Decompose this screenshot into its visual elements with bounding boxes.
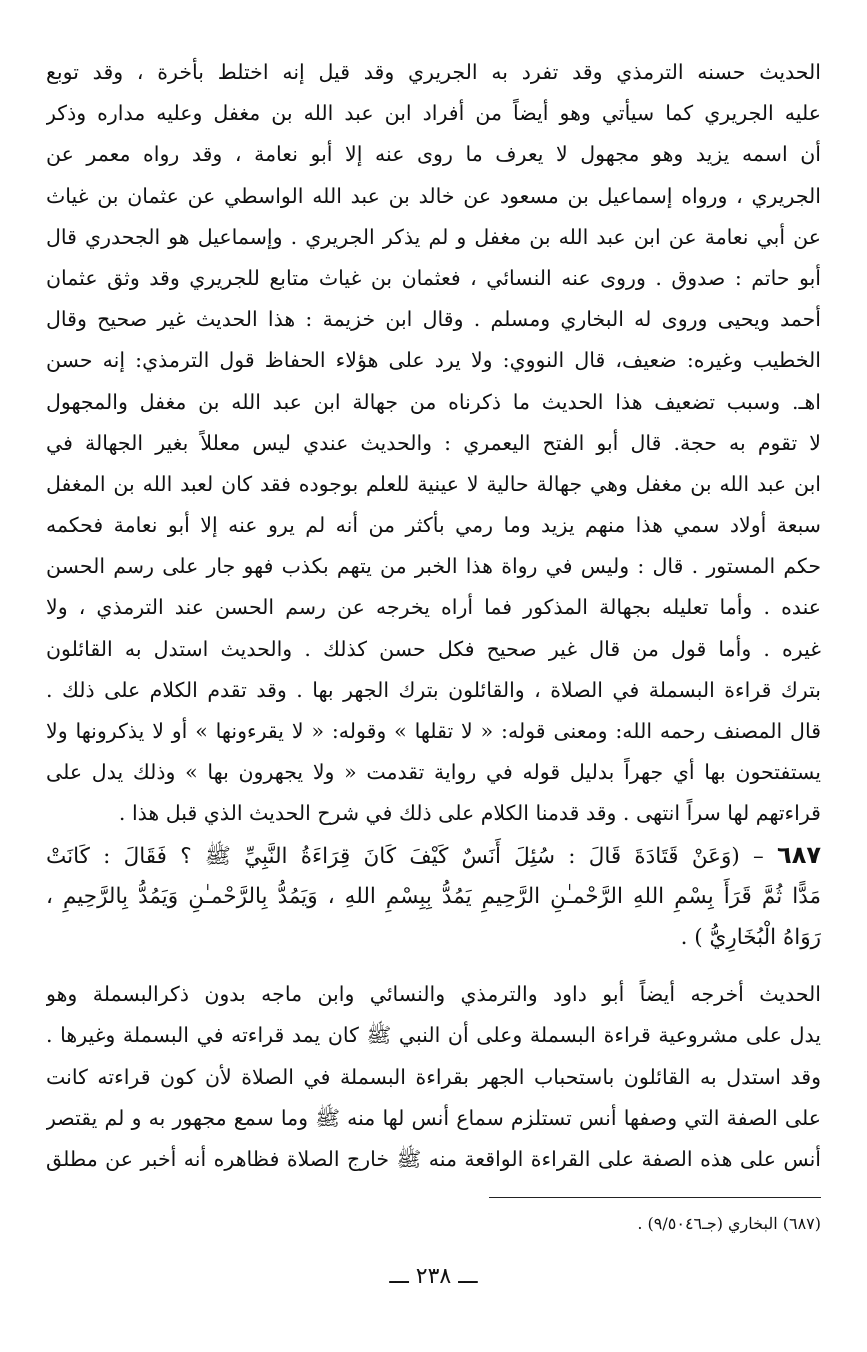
- text-line: ابن عبد الله بن مغفل وهي جهالة حالية لا عينية للعلم بوجوده فقد كان لعبد الله بن المغفل: [46, 471, 821, 496]
- hadith-line-3: رَوَاهُ الْبُخَارِيُّ ) .: [680, 924, 821, 950]
- text-line: أن اسمه يزيد وهو مجهول لا يعرف ما روى عنه إلا أبو نعامة ، وقد رواه معمر عن: [46, 142, 821, 167]
- hadith-line: [46, 835, 821, 876]
- text-line: أبو حاتم : صدوق . وروى عنه النسائي ، فعثمان بن غياث متابع للجريري وقد وثق عثمان: [46, 265, 821, 290]
- hadith-line-1: – (وَعَنْ قَتَادَةَ قَالَ : سُئِلَ أَنَسٌ كَيْفَ كَانَ قِرَاءَةُ النَّبِيِّ ﷺ ؟ فَقَالَ : كَانَتْ: [46, 843, 778, 869]
- text-line: اهـ. وسبب تضعيف هذا الحديث ما ذكرناه من جهالة ابن عبد الله بن مغفل والمجهول: [46, 389, 821, 414]
- page-number: ـــ ٢٣٨ ـــ: [389, 1264, 478, 1289]
- footnote-divider: [489, 1197, 821, 1198]
- text-line: أنس على هذه الصفة على القراءة الواقعة منه ﷺ خارج الصلاة فظاهره أنه أخبر عن مطلق: [46, 1146, 821, 1171]
- text-line: الخطيب وغيره: ضعيف، قال النووي: ولا يرد على هؤلاء الحفاظ قول الترمذي: إنه حسن: [46, 348, 821, 373]
- commentary-paragraph-1: [46, 52, 821, 835]
- text-line: عن أبي نعامة عن ابن عبد الله بن مغفل و لم يذكر الجريري . وإسماعيل هو الجحدري قال: [46, 224, 821, 249]
- text-line: لا تقوم به حجة. قال أبو الفتح اليعمري : والحديث عندي ليس معللاً بغير الجهالة في: [46, 430, 821, 455]
- hadith-number: ٦٨٧: [777, 840, 821, 869]
- text-line: عنده . وأما تعليله بجهالة المذكور فما أراه يخرجه عن رسم الحسن عند الترمذي ، ولا: [46, 595, 821, 620]
- text-line: قال المصنف رحمه الله: ومعنى قوله: « لا تقلها » وقوله: « لا يقرءونها » أو لا يذكرونها ولا: [46, 719, 821, 743]
- text-line: بترك قراءة البسملة في الصلاة ، والقائلون بترك الجهر بها . وقد تقدم الكلام على ذلك .: [46, 677, 821, 702]
- commentary-paragraph-2: [46, 974, 821, 1180]
- text-line: وقد استدل به القائلون باستحباب الجهر بقراءة البسملة في الصلاة لأن كون قراءته كانت: [46, 1064, 821, 1089]
- text-line: عليه الجريري كما سيأتي وهو أيضاً من أفراد ابن عبد الله بن مغفل وعليه مداره وذكر: [46, 101, 821, 126]
- text-line: الجريري ، ورواه إسماعيل بن مسعود عن خالد بن عبد الله الواسطي عن عثمان بن غياث: [46, 183, 821, 208]
- text-line: يدل على مشروعية قراءة البسملة وعلى أن النبي ﷺ كان يمد قراءته في البسملة وغيرها .: [46, 1023, 821, 1048]
- hadith-line-2: مَدًّا ثُمَّ قَرَأَ بِسْمِ اللهِ الرَّحْمـٰنِ الرَّحِيمِ يَمُدُّ بِبِسْمِ اللهِ ، وَيَمُدُّ بِالرَّحْمـٰنِ وَيَمُدُّ بِالرَّحِيمِ ،: [46, 883, 821, 909]
- text-line: قراءتهم لها سراً انتهى . وقد قدمنا الكلام على ذلك في شرح الحديث الذي قبل هذا .: [118, 801, 821, 826]
- text-line: حكم المستور . قال : وليس في رواة هذا الخبر من يتهم بكذب فهو جار على رسم الحسن: [46, 554, 821, 579]
- text-line: الحديث أخرجه أيضاً أبو داود والترمذي والنسائي وابن ماجه بدون ذكرالبسملة وهو: [46, 982, 821, 1007]
- paragraph-gap: [46, 958, 821, 974]
- text-line: أحمد ويحيى وروى له البخاري ومسلم . وقال ابن خزيمة : هذا الحديث غير صحيح وقال: [46, 307, 821, 332]
- text-line: يستفتحون بها أي جهراً بدليل قوله في رواية تقدمت « ولا يجهرون بها » وذلك يدل على: [46, 760, 821, 785]
- text-line: على الصفة التي وصفها أنس تستلزم سماع أنس لها منه ﷺ وما سمع مجهور به و لم يقتصر: [46, 1105, 821, 1130]
- text-line: غيره . وأما قول من قال غير صحيح فكل حسن كذلك . والحديث استدل به القائلون: [46, 636, 821, 661]
- text-line: الحديث حسنه الترمذي وقد تفرد به الجريري وقد قيل إنه اختلط بأخرة ، وقد توبع: [46, 60, 821, 84]
- text-line: سبعة أولاد سمي هذا منهم يزيد وما رمي بأكثر من أنه لم يرو عنه إلا أبو نعامة فحكمه: [46, 513, 821, 538]
- hadith-text: [46, 835, 821, 959]
- footnote: (٦٨٧) البخاري (جـ٩/٥٠٤٦) .: [637, 1214, 821, 1233]
